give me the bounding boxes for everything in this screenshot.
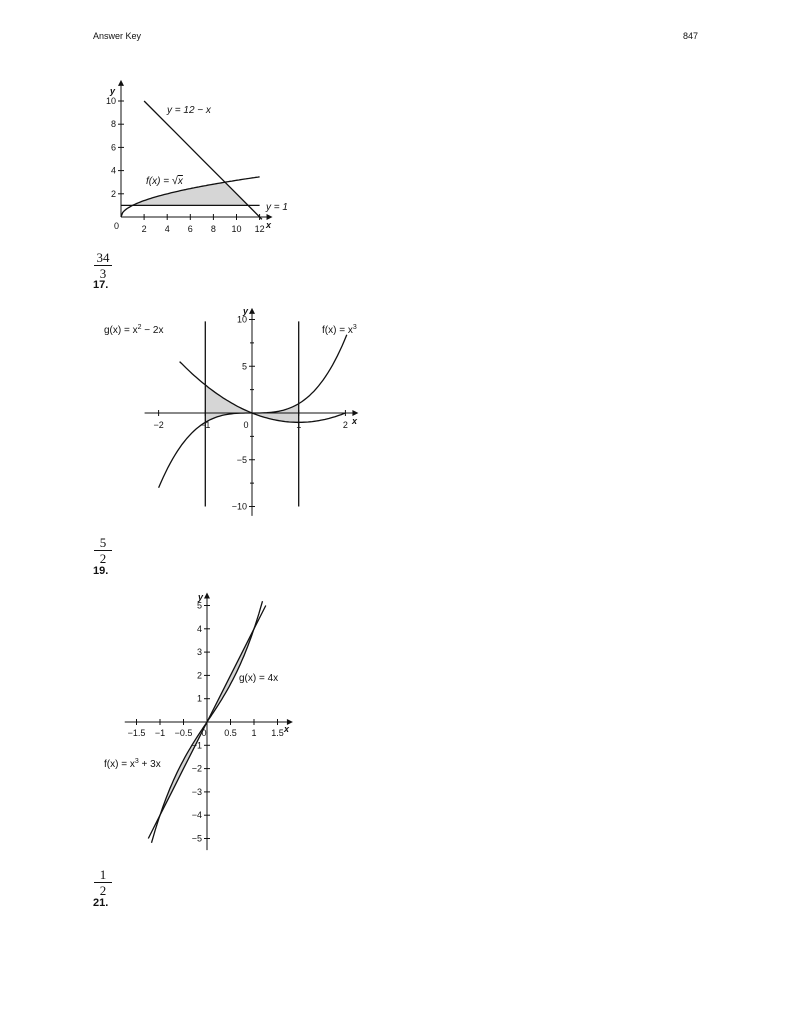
graph-3-y-tick-label: 3 [196,647,202,658]
graph-3-y-tick-label: 2 [196,670,202,681]
graph-1-y-tick-label: 4 [110,165,116,176]
graph-3-y-tick-label: 1 [196,693,202,704]
graph-3-y-tick-label: −1 [191,740,202,751]
graph-2-y-tick-label: −5 [236,454,247,465]
header-left: Answer Key [93,31,142,41]
answer-fraction-1: $\frac{34}{3}$ [94,251,112,280]
answer-fraction-2: $\frac{5}{2}$ [94,536,112,565]
graph-1-origin: 0 [114,221,120,231]
graph-3-y-arrow [204,593,210,599]
graph-2-y-tick-label: 10 [236,314,247,325]
graph-1-x-tick-label: 2 [141,224,147,234]
graph-1-eq-h: y = 1 [266,202,288,213]
graph-2-x-tick-label: 0 [243,420,249,430]
graph-2-x-tick-label: 1 [296,420,302,430]
graph-3-y-tick-label: 4 [196,623,202,634]
graph-3-eq-f: $f(x) = x^3 + 3x$ [104,758,161,770]
graph-3-x-tick-label: 1.5 [271,728,284,738]
answer-fraction-3: $\frac{1}{2}$ [94,868,112,897]
graph-1-eq-curve: f(x) = √x [146,175,183,187]
graph-2-y-label: y [243,306,249,316]
graph-3-x-tick-label: 0 [201,728,207,738]
graph-3-x-tick-label: 0.5 [224,728,237,738]
problem-label-21: 21. [93,897,109,909]
graph-1-y-tick-label: 2 [110,188,116,199]
graph-2-x-label: x [352,416,358,426]
graph-1-x-tick-label: 8 [210,224,216,234]
graph-3-axes [125,593,293,851]
graph-1-x-tick-label: 4 [164,224,170,234]
graph-3-y-tick-label: −5 [191,833,202,844]
graph-3-y-tick-label: −2 [191,763,202,774]
graph-2-x-tick-label: 2 [342,420,348,430]
graph-2-x-tick-label: −2 [153,420,164,430]
graph-1-y-tick-label: 8 [110,119,116,130]
graph-1-x-label: x [266,220,272,230]
graph-2-y-tick-label: −10 [231,501,247,512]
graph-1-y-tick-label: 6 [110,142,116,153]
graph-1-y-tick-label: 10 [105,96,116,106]
graph-3-x-label: x [284,724,290,734]
graph-1-y-label: y [110,86,116,96]
problem-label-19: 19. [93,565,109,577]
graph-3-x-tick-label: −1.5 [127,728,146,738]
graph-2-y-tick-label: 5 [241,361,247,372]
graph-2-eq-f: $f(x) = x^3$ [322,324,357,336]
graph-1-eq-line: y = 12 − x [167,105,211,116]
problem-label-17: 17. [93,279,109,291]
graph-1-x-tick-label: 6 [187,224,193,234]
graph-3-y-label: y [198,592,204,602]
graph-3-y-tick-label: −4 [191,810,202,821]
graph-3-x-tick-label: 1 [251,728,257,738]
page-number: 847 [683,31,699,41]
graph-2-x-tick-label: −1 [200,420,211,430]
graph-3-x-tick-label: −1 [154,728,166,738]
graph-2-eq-g: $g(x) = x^2 - 2x$ [104,324,164,336]
graph-3-y-tick-label: 5 [196,600,202,611]
graph-1-x-tick-label: 10 [231,224,242,234]
graph-3-y-tick-label: −3 [191,786,202,797]
graph-1-x-tick-label: 12 [254,224,265,234]
graph-3-x-tick-label: −0.5 [174,728,193,738]
graph-3-eq-g: g(x) = 4x [239,673,279,684]
